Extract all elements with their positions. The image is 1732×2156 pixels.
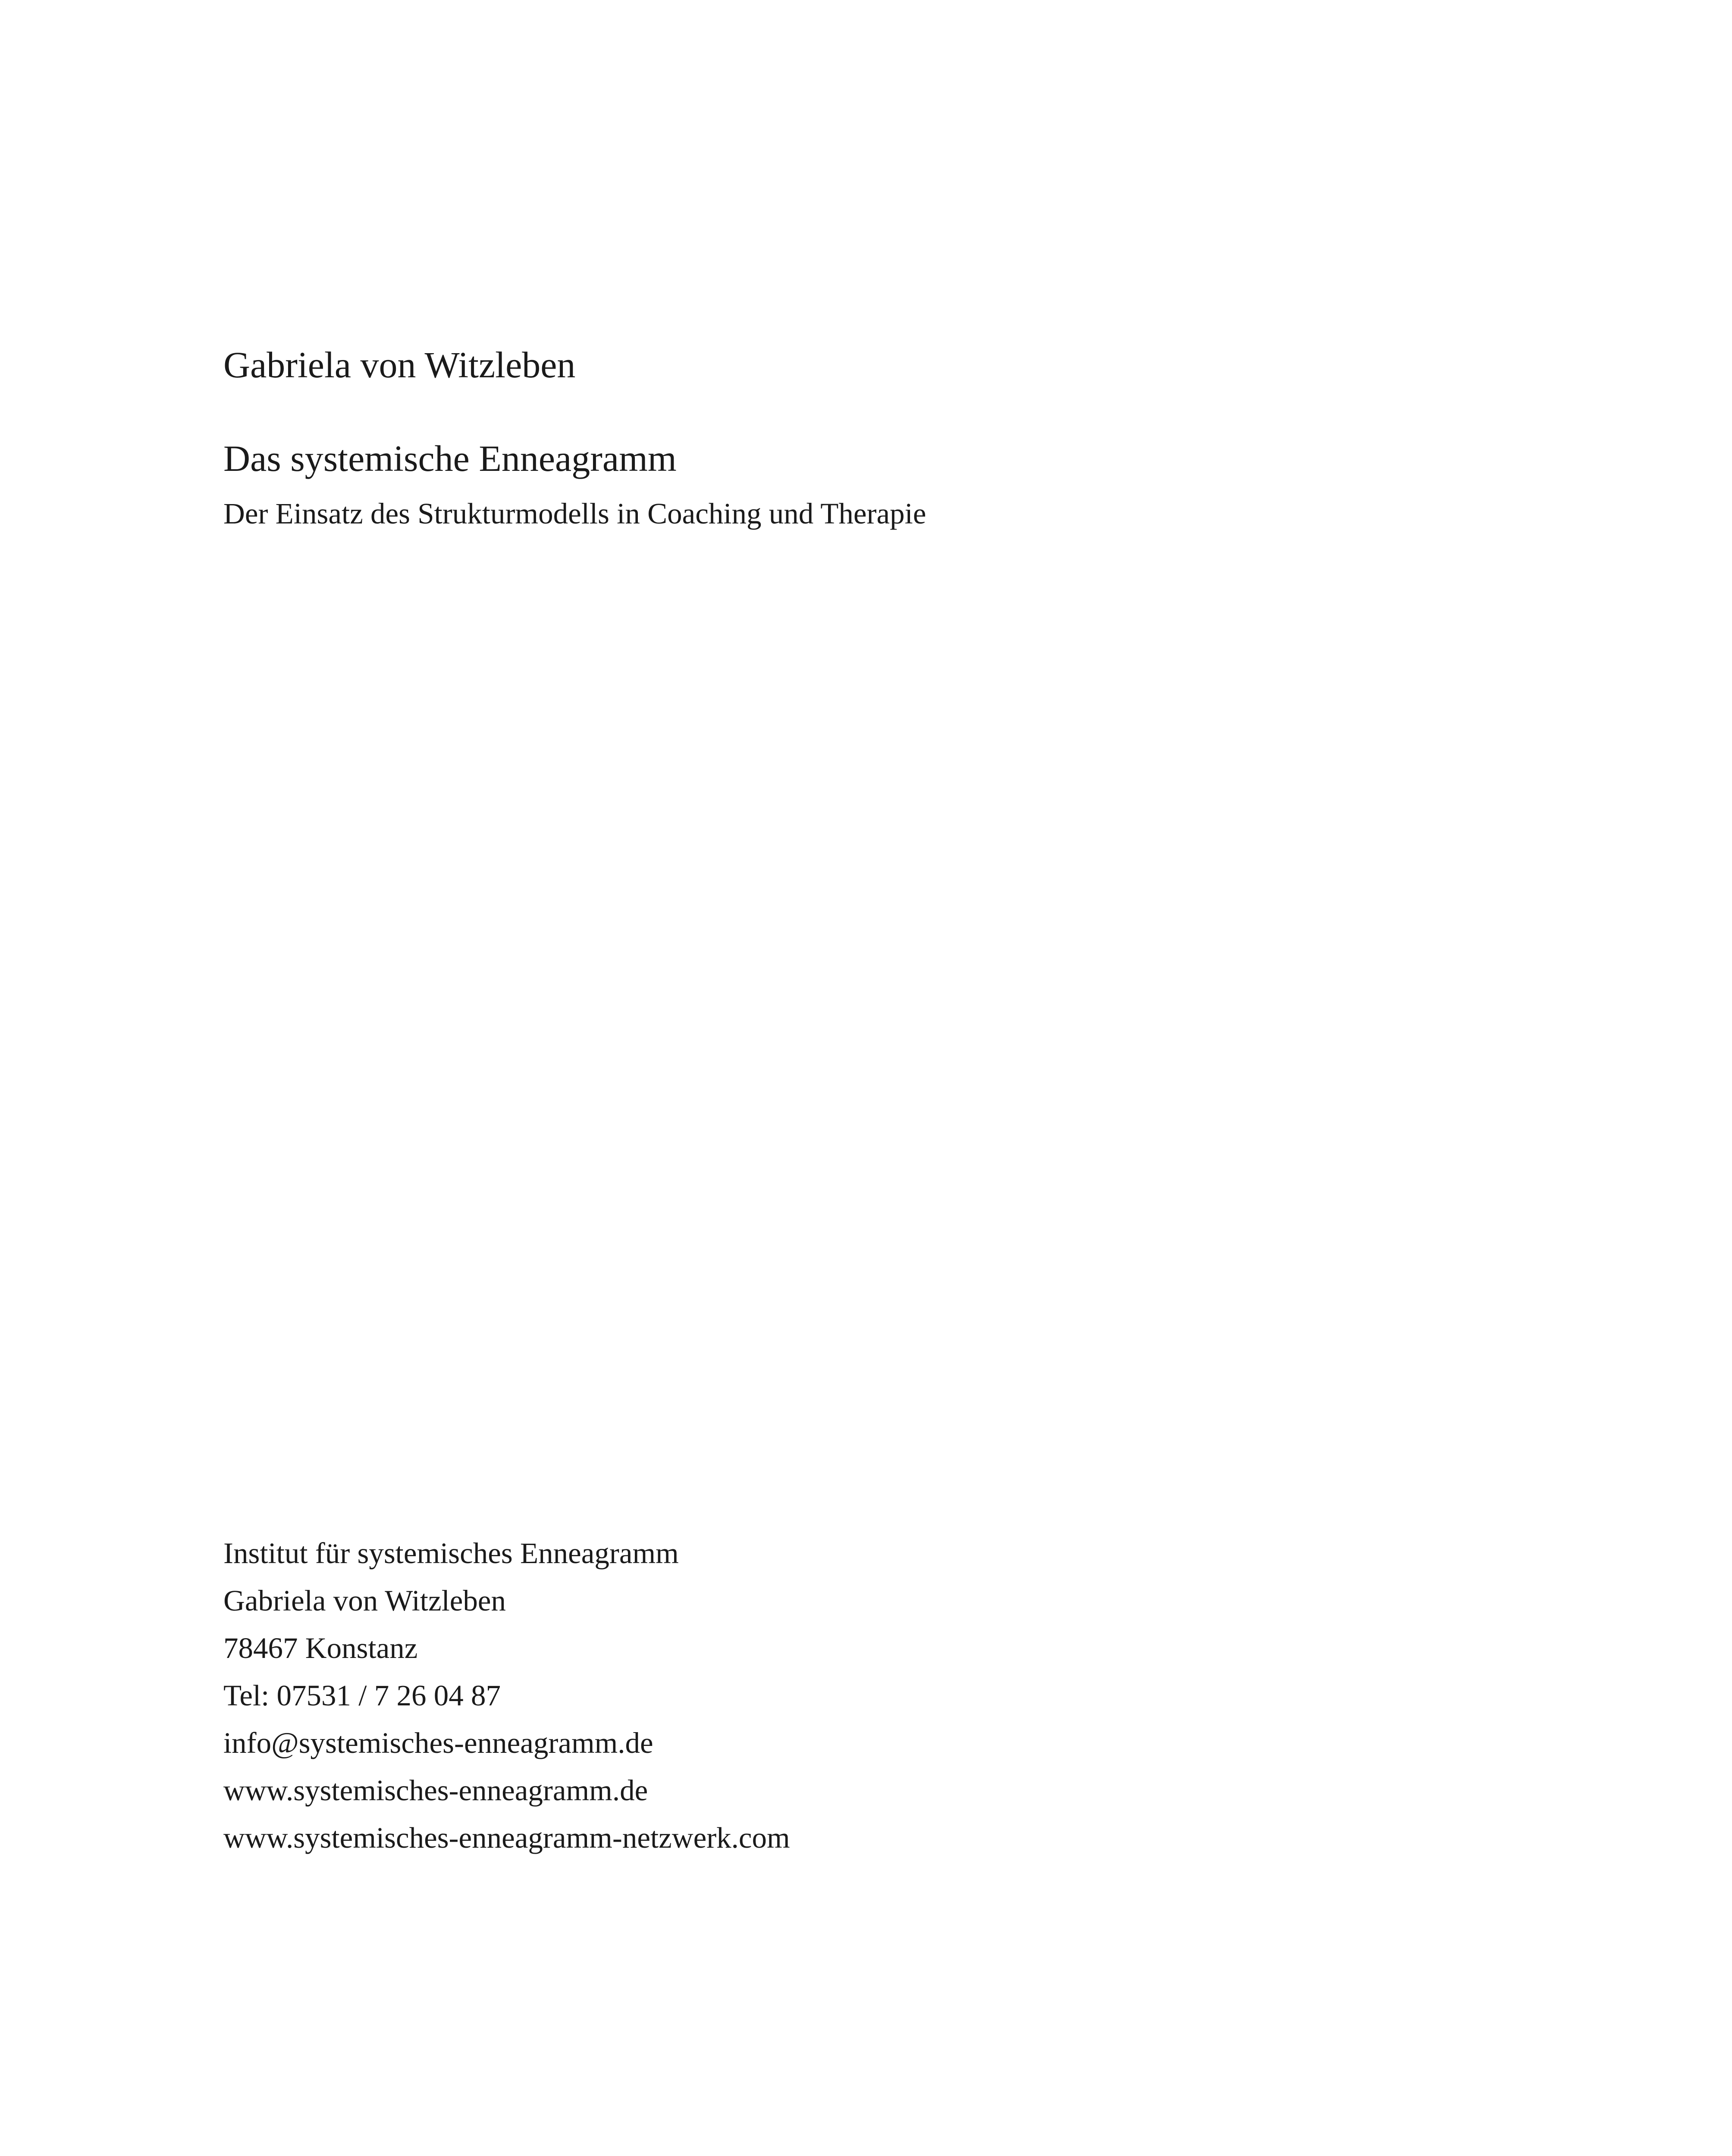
contact-city: 78467 Konstanz	[223, 1632, 418, 1664]
book-title: Das systemische Enneagramm	[223, 438, 677, 479]
institute-name: Institut für systemisches Enneagramm	[223, 1537, 679, 1570]
book-subtitle: Der Einsatz des Strukturmodells in Coaching und Therapie	[223, 497, 926, 530]
contact-email-item	[223, 1719, 790, 1767]
contact-phone: Tel: 07531 / 7 26 04 87	[223, 1679, 501, 1712]
author-name: Gabriela von Witzleben	[223, 344, 576, 385]
contact-block	[223, 1529, 790, 1861]
contact-website-item	[223, 1767, 790, 1814]
contact-network-website-item	[223, 1814, 790, 1861]
contact-name: Gabriela von Witzleben	[223, 1584, 506, 1617]
contact-network-website-link[interactable]: www.systemisches-enneagramm-netzwerk.com	[223, 1821, 790, 1854]
contact-email-link[interactable]: info@systemisches-enneagramm.de	[223, 1727, 653, 1759]
contact-website-link[interactable]: www.systemisches-enneagramm.de	[223, 1774, 648, 1807]
